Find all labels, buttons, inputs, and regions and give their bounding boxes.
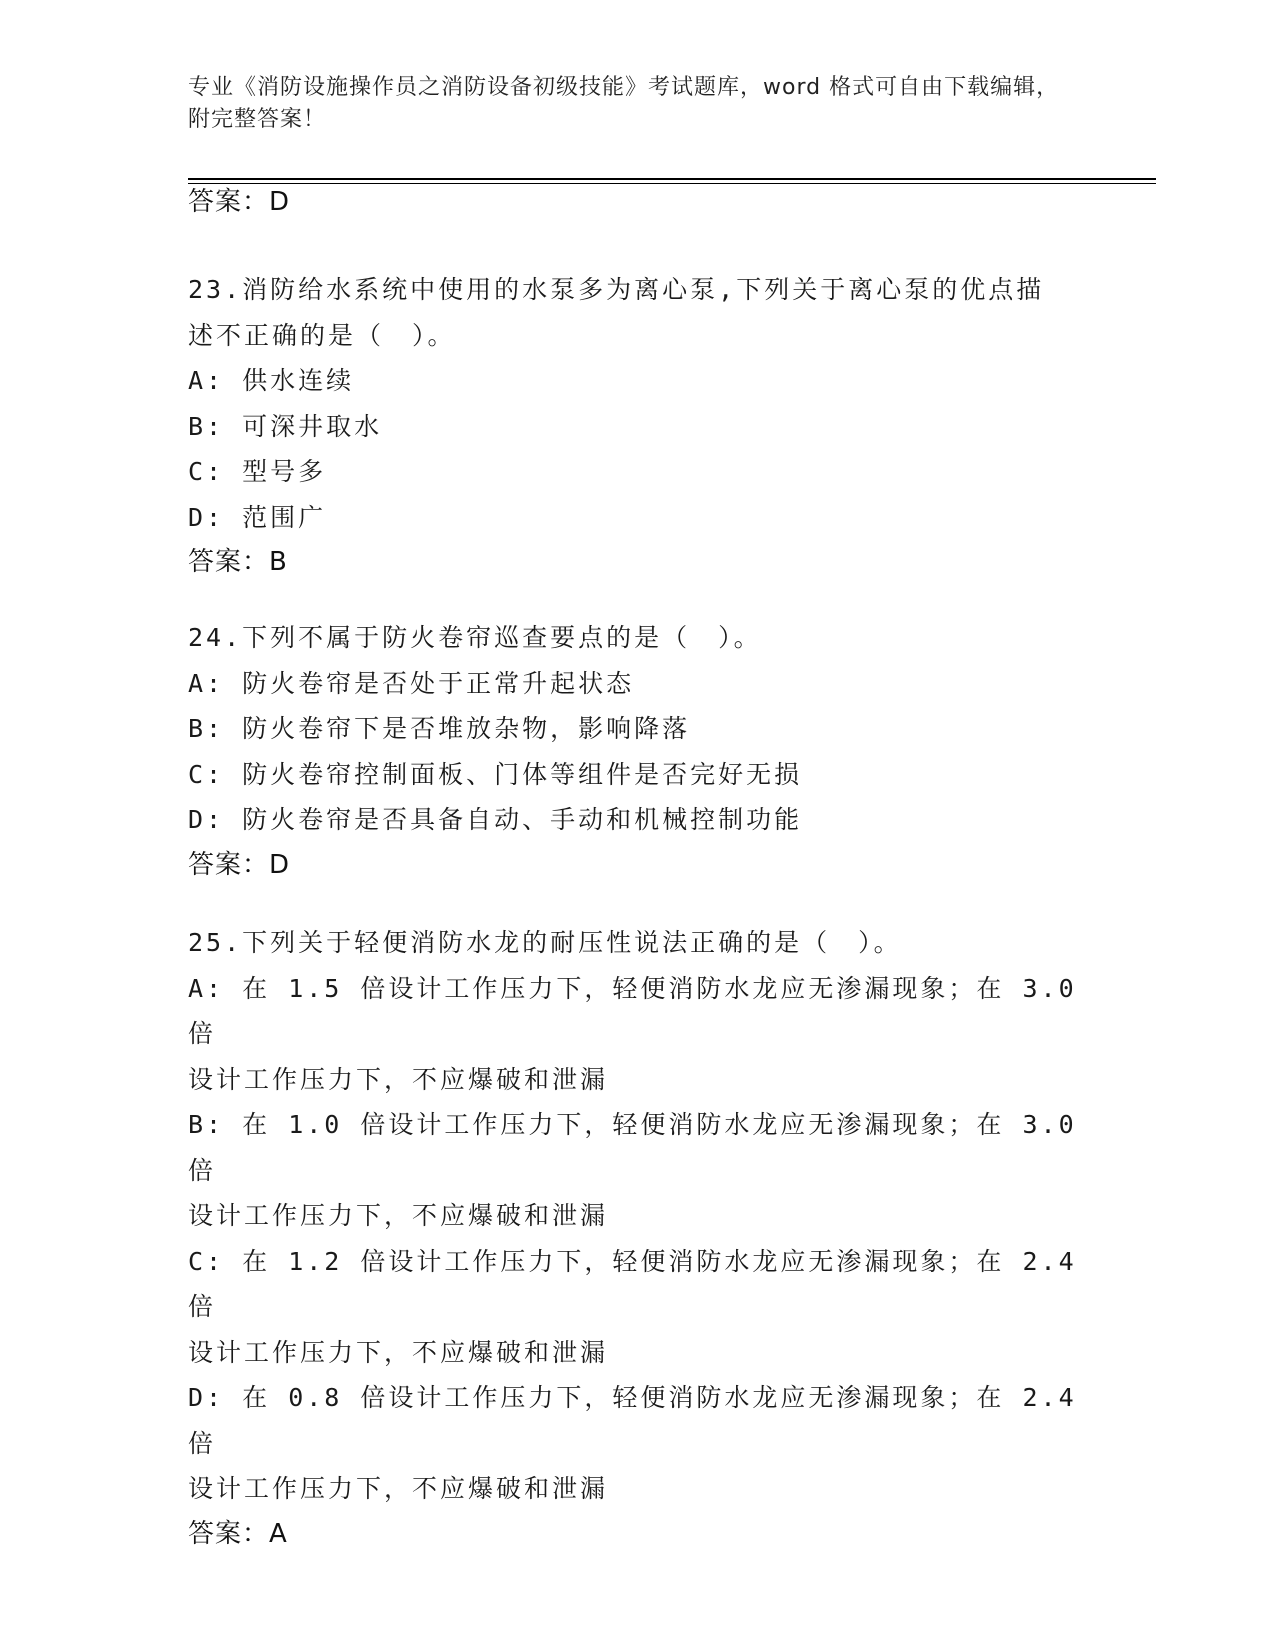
option-label: A: xyxy=(188,668,243,698)
option-label: D: xyxy=(188,805,243,834)
option-label: B: xyxy=(188,714,243,743)
answer-line: 答案：A xyxy=(188,1518,288,1549)
header-intro-text: 专业《消防设施操作员之消防设备初级技能》考试题库，word 格式可自由下载编辑，附完整答案！ xyxy=(188,75,1060,132)
question-stem: 25.下列关于轻便消防水龙的耐压性说法正确的是（ ）。 xyxy=(188,928,902,957)
option-text: 供水连续 xyxy=(242,366,355,395)
option-a xyxy=(188,966,1088,1057)
option-label: C: xyxy=(188,759,243,789)
option-label: C: xyxy=(188,457,243,486)
option-d xyxy=(188,797,1088,843)
option-a xyxy=(188,661,1088,707)
question-stem: 24.下列不属于防火卷帘巡查要点的是（ ）。 xyxy=(188,623,762,652)
prev-answer-block xyxy=(188,180,1088,226)
answer-line: 答案：D xyxy=(188,187,291,217)
option-text: 可深井取水 xyxy=(242,411,383,441)
option-text: 防火卷帘是否处于正常升起状态 xyxy=(242,668,635,698)
option-c xyxy=(188,449,1088,495)
option-c xyxy=(188,1239,1088,1330)
option-d xyxy=(188,1375,1088,1466)
option-b-cont: 设计工作压力下，不应爆破和泄漏 xyxy=(188,1201,609,1230)
option-b xyxy=(188,706,1088,752)
answer-line: 答案：D xyxy=(188,849,291,880)
question-stem-cont: 述不正确的是（ ）。 xyxy=(188,320,456,350)
option-label: B: xyxy=(188,1110,243,1139)
option-text: 在 1.5 倍设计工作压力下，轻便消防水龙应无渗漏现象；在 3.0 倍 xyxy=(188,973,1077,1048)
question-stem: 23.消防给水系统中使用的水泵多为离心泵,下列关于离心泵的优点描 xyxy=(188,275,1045,304)
option-text: 范围广 xyxy=(242,502,327,532)
option-label: B: xyxy=(188,411,243,441)
question-24 xyxy=(188,615,1088,888)
option-label: C: xyxy=(188,1246,243,1276)
option-label: A: xyxy=(188,973,243,1003)
option-text: 在 0.8 倍设计工作压力下，轻便消防水龙应无渗漏现象；在 2.4 倍 xyxy=(188,1383,1077,1458)
option-text: 在 1.2 倍设计工作压力下，轻便消防水龙应无渗漏现象；在 2.4 倍 xyxy=(188,1246,1077,1321)
option-text: 防火卷帘下是否堆放杂物，影响降落 xyxy=(242,714,691,743)
option-a xyxy=(188,358,1088,404)
option-d xyxy=(188,495,1088,541)
answer-line: 答案：B xyxy=(188,547,288,577)
question-23 xyxy=(188,267,1088,586)
option-text: 防火卷帘控制面板、门体等组件是否完好无损 xyxy=(242,759,803,789)
option-c xyxy=(188,752,1088,798)
option-label: D: xyxy=(188,1383,243,1412)
question-25 xyxy=(188,920,1088,1557)
option-text: 防火卷帘是否具备自动、手动和机械控制功能 xyxy=(242,805,803,834)
option-c-cont: 设计工作压力下，不应爆破和泄漏 xyxy=(188,1337,609,1367)
option-label: A: xyxy=(188,366,243,395)
option-d-cont: 设计工作压力下，不应爆破和泄漏 xyxy=(188,1474,609,1503)
option-b xyxy=(188,1102,1088,1193)
option-a-cont: 设计工作压力下，不应爆破和泄漏 xyxy=(188,1064,609,1094)
option-b xyxy=(188,404,1088,450)
option-label: D: xyxy=(188,502,243,532)
document-header xyxy=(188,72,1068,136)
option-text: 型号多 xyxy=(242,457,327,486)
option-text: 在 1.0 倍设计工作压力下，轻便消防水龙应无渗漏现象；在 3.0 倍 xyxy=(188,1110,1077,1185)
